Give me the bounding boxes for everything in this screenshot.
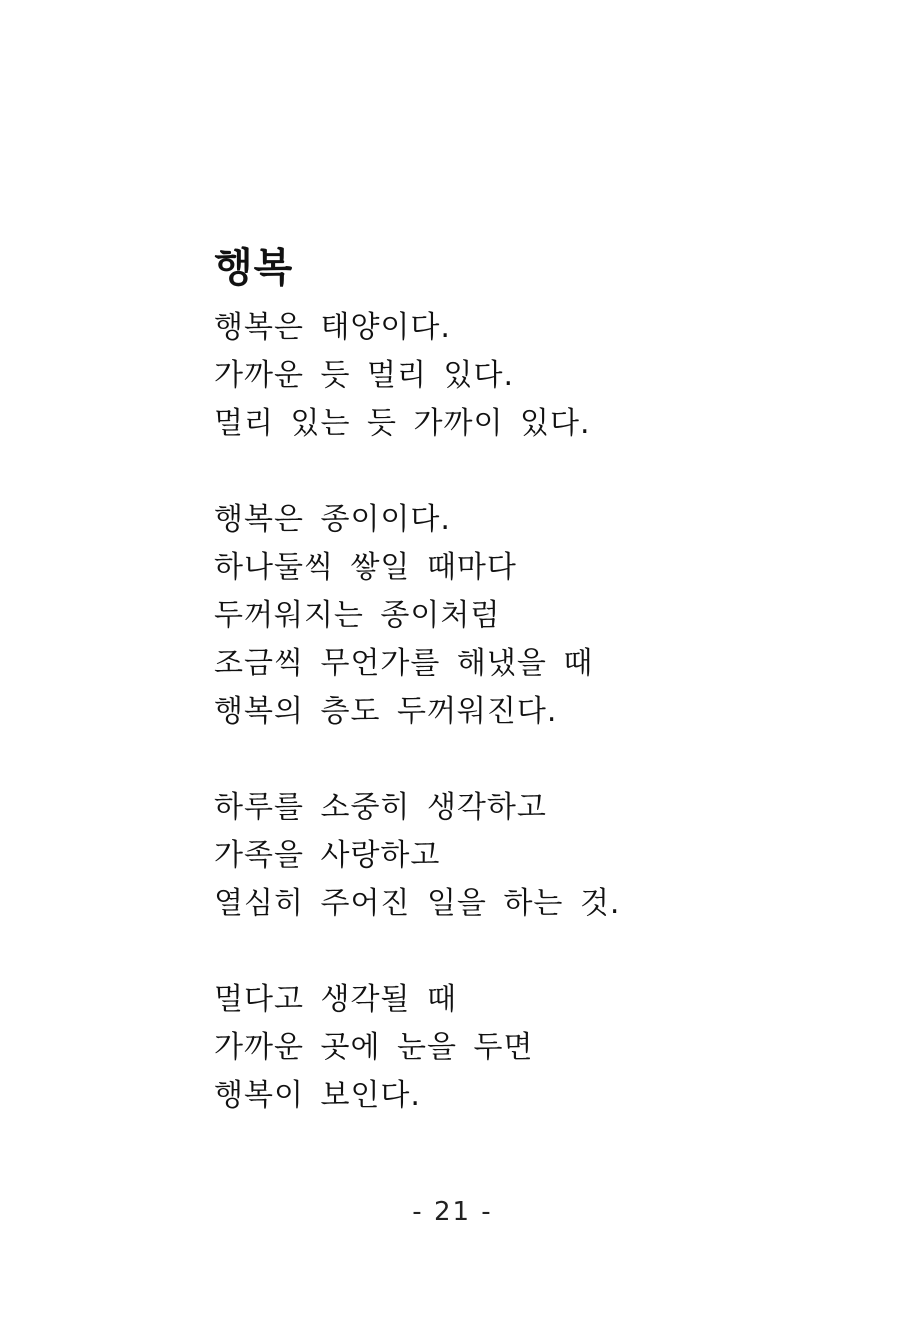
poem-line: 하나둘씩 쌓일 때마다 <box>214 550 517 585</box>
stanza-2 <box>214 496 834 736</box>
stanza-4 <box>214 976 834 1120</box>
stanza-3 <box>214 784 834 928</box>
poem-line: 조금씩 무언가를 해냈을 때 <box>214 646 594 681</box>
stanza-1 <box>214 304 834 448</box>
page-number: - 21 - <box>412 1197 493 1227</box>
poem-line: 가족을 사랑하고 <box>214 838 441 873</box>
poem-line: 행복이 보인다. <box>214 1078 421 1113</box>
poem-line: 가까운 곳에 눈을 두면 <box>214 1030 534 1065</box>
poem-line: 멀리 있는 듯 가까이 있다. <box>214 406 591 441</box>
poem-title: 행복 <box>214 245 294 291</box>
poem-line: 행복의 층도 두꺼워진다. <box>214 694 558 729</box>
poem-line: 열심히 주어진 일을 하는 것. <box>214 886 621 921</box>
poem-line: 두꺼워지는 종이처럼 <box>214 598 501 633</box>
poem-line: 행복은 태양이다. <box>214 310 451 345</box>
poem-line: 멀다고 생각될 때 <box>214 982 457 1017</box>
poem-body <box>214 304 834 1168</box>
poem-line: 행복은 종이이다. <box>214 502 451 537</box>
poem-line: 가까운 듯 멀리 있다. <box>214 358 514 393</box>
poem-line: 하루를 소중히 생각하고 <box>214 790 547 825</box>
